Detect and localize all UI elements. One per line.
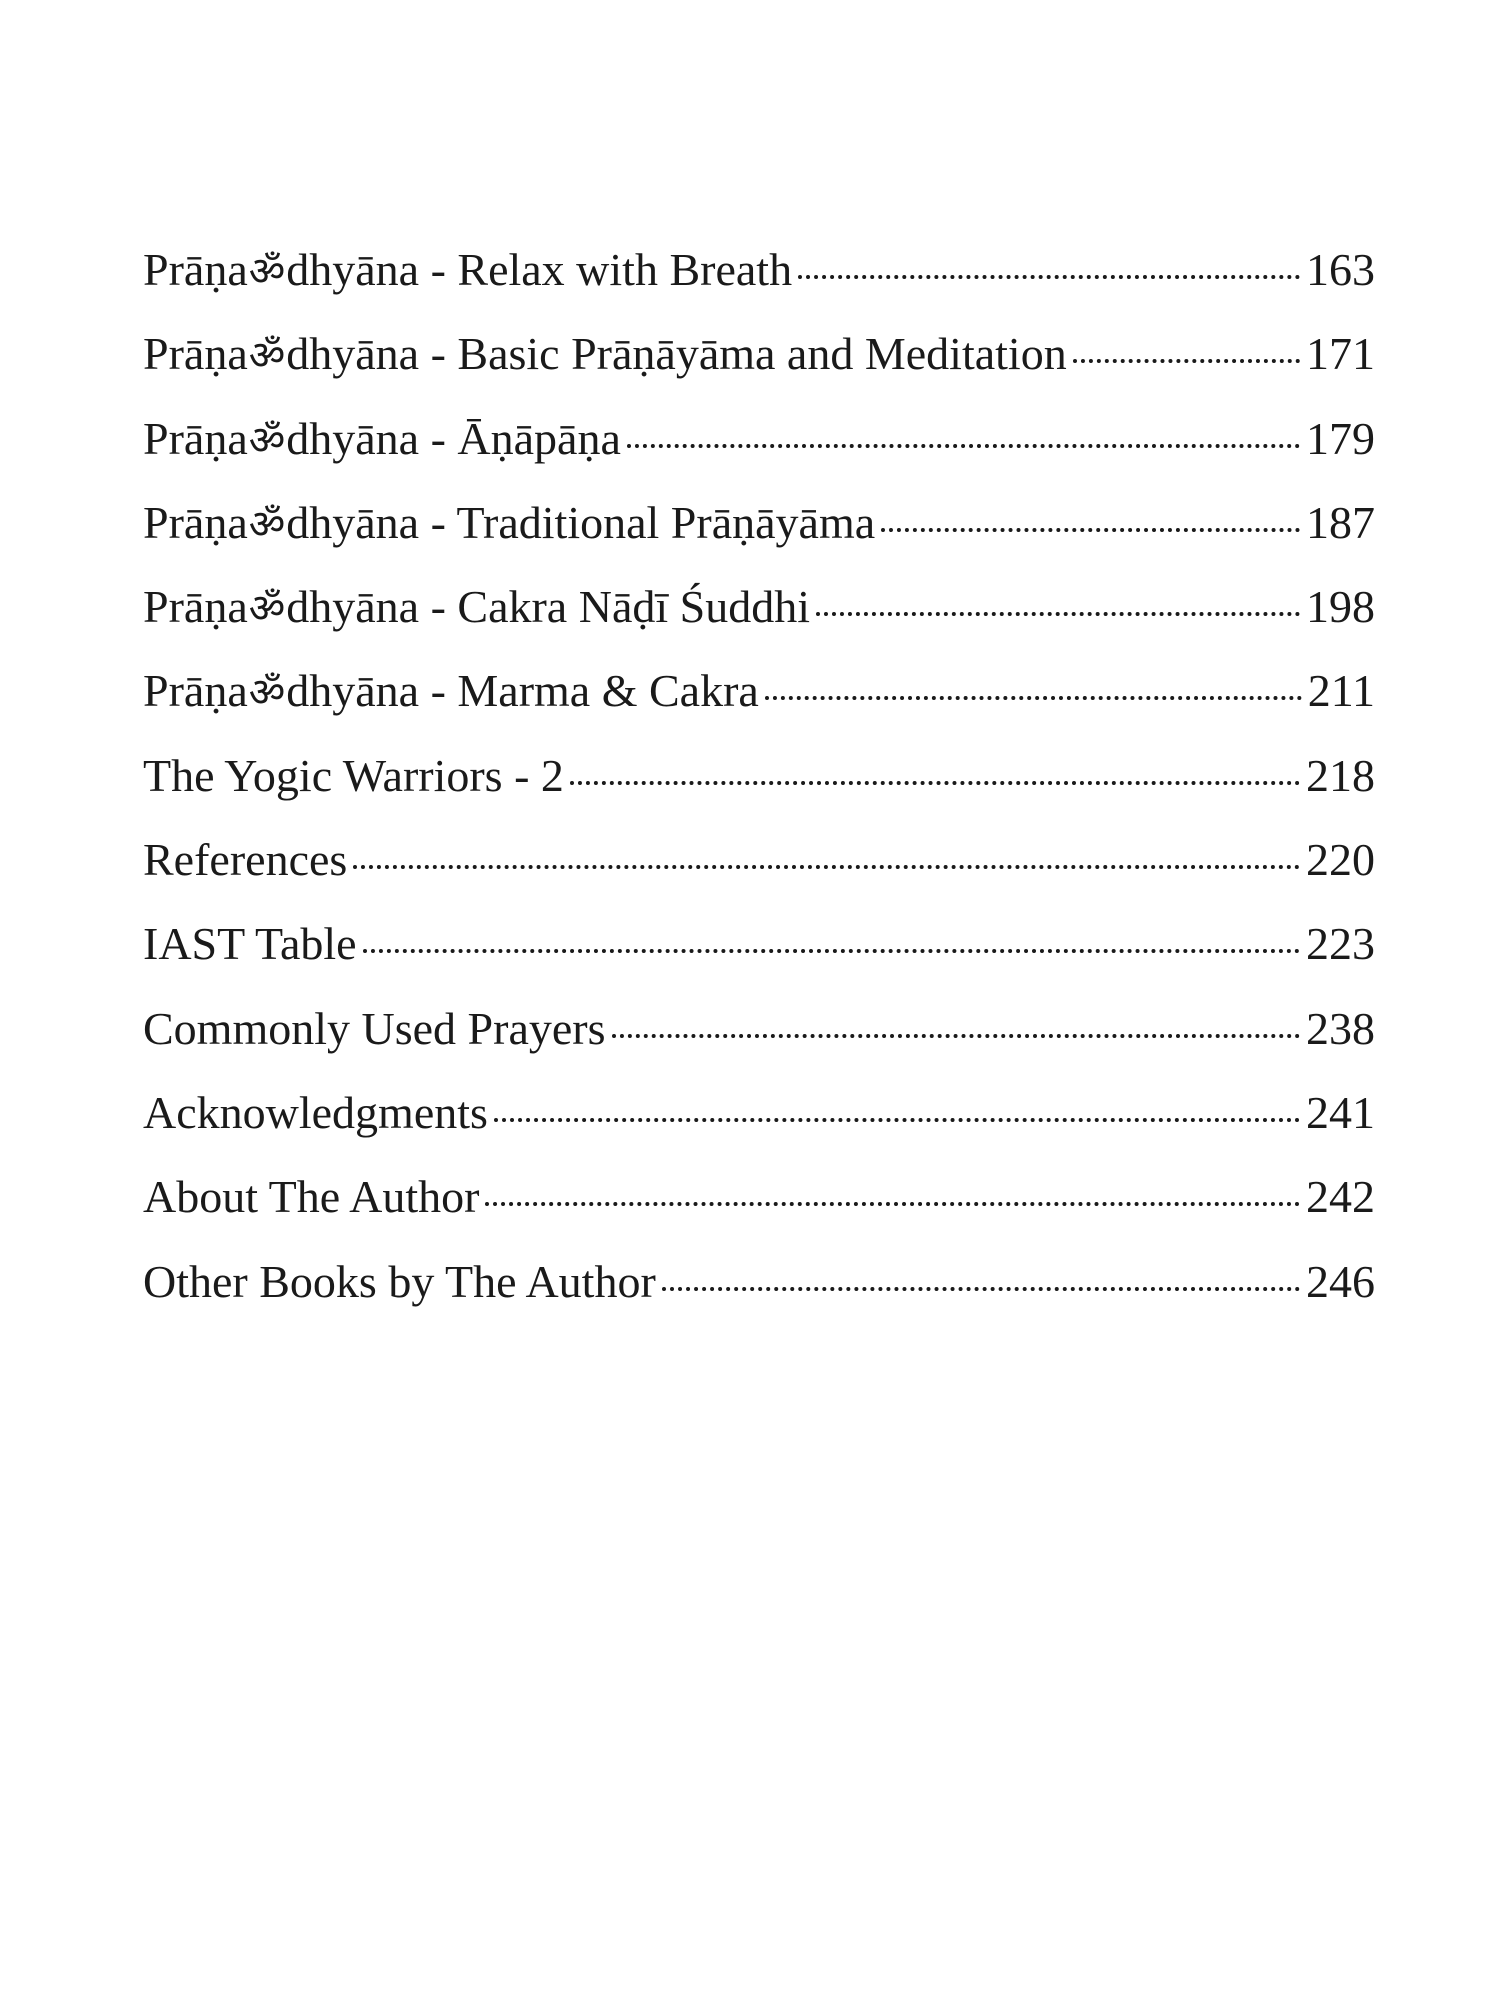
toc-page-number: 179 (1306, 412, 1375, 464)
toc-entry-title-prefix: Prāṇa (143, 244, 248, 295)
toc-page-number: 211 (1307, 665, 1375, 717)
toc-entry-title-suffix: dhyāna - Marma & Cakra (286, 665, 759, 717)
toc-entry-title (143, 649, 759, 735)
dot-leader (662, 1287, 1300, 1291)
toc-entry-title-suffix: dhyāna - Āṇāpāṇa (286, 412, 621, 464)
om-icon: ॐ (248, 333, 286, 380)
om-icon: ॐ (248, 586, 286, 633)
toc-page-number: 242 (1306, 1171, 1375, 1223)
dot-leader (627, 444, 1300, 448)
om-icon: ॐ (248, 501, 286, 548)
toc-page-number: 220 (1306, 834, 1375, 886)
toc-entry[interactable] (143, 1155, 1375, 1239)
dot-leader (494, 1118, 1300, 1122)
toc-entry-title (143, 481, 875, 567)
om-icon: ॐ (248, 249, 286, 295)
dot-leader (612, 1034, 1300, 1038)
toc-page-number: 223 (1306, 918, 1375, 970)
toc-entry[interactable] (143, 397, 1375, 481)
toc-entry-title-prefix: Prāṇa (143, 581, 248, 633)
dot-leader (881, 528, 1300, 532)
toc-entry[interactable] (143, 1071, 1375, 1155)
toc-entry[interactable] (143, 734, 1375, 818)
toc-page-number: 246 (1306, 1255, 1375, 1307)
dot-leader (485, 1202, 1300, 1206)
toc-page-number: 198 (1306, 581, 1375, 633)
toc-entry[interactable] (143, 312, 1375, 396)
toc-entry-title-suffix: dhyāna - Relax with Breath (286, 244, 793, 295)
dot-leader (1073, 359, 1300, 363)
toc-entry-title-suffix: dhyāna - Cakra Nāḍī Śuddhi (286, 581, 811, 633)
toc-entry-title: The Yogic Warriors - 2 (143, 749, 564, 801)
toc-entry-title: Commonly Used Prayers (143, 1002, 606, 1054)
toc-entry[interactable] (143, 902, 1375, 986)
toc-page-number: 171 (1306, 328, 1375, 380)
toc-entry-title: Acknowledgments (143, 1086, 488, 1138)
toc-page-number: 218 (1306, 749, 1375, 801)
toc-page-number: 163 (1306, 244, 1375, 295)
toc-entry-title (143, 228, 792, 314)
toc-entry-title (143, 565, 810, 651)
toc-page-number: 241 (1306, 1086, 1375, 1138)
toc-entry-title-prefix: Prāṇa (143, 412, 248, 464)
toc-entry[interactable] (143, 481, 1375, 565)
toc-entry-title: Other Books by The Author (143, 1255, 656, 1307)
table-of-contents (143, 228, 1375, 1324)
dot-leader (353, 865, 1300, 869)
toc-entry[interactable] (143, 1240, 1375, 1324)
toc-entry-title-prefix: Prāṇa (143, 328, 248, 380)
toc-entry-title-prefix: Prāṇa (143, 496, 248, 548)
toc-entry-title: References (143, 834, 348, 886)
toc-entry-title-suffix: dhyāna - Basic Prāṇāyāma and Meditation (286, 328, 1067, 380)
toc-entry-title-suffix: dhyāna - Traditional Prāṇāyāma (286, 496, 876, 548)
toc-entry-title (143, 397, 621, 483)
toc-page-number: 187 (1306, 496, 1375, 548)
toc-entry[interactable] (143, 649, 1375, 733)
dot-leader (798, 275, 1300, 279)
toc-entry-title-prefix: Prāṇa (143, 665, 248, 717)
toc-entry-title (143, 312, 1067, 398)
toc-entry-title: IAST Table (143, 918, 357, 970)
toc-entry[interactable] (143, 228, 1375, 312)
dot-leader (363, 949, 1300, 953)
toc-entry[interactable] (143, 565, 1375, 649)
toc-page-number: 238 (1306, 1002, 1375, 1054)
dot-leader (765, 696, 1302, 700)
om-icon: ॐ (248, 670, 286, 717)
toc-entry-title: About The Author (143, 1171, 480, 1223)
toc-entry[interactable] (143, 987, 1375, 1071)
dot-leader (570, 781, 1300, 785)
om-icon: ॐ (248, 417, 286, 464)
dot-leader (816, 612, 1300, 616)
toc-entry[interactable] (143, 818, 1375, 902)
